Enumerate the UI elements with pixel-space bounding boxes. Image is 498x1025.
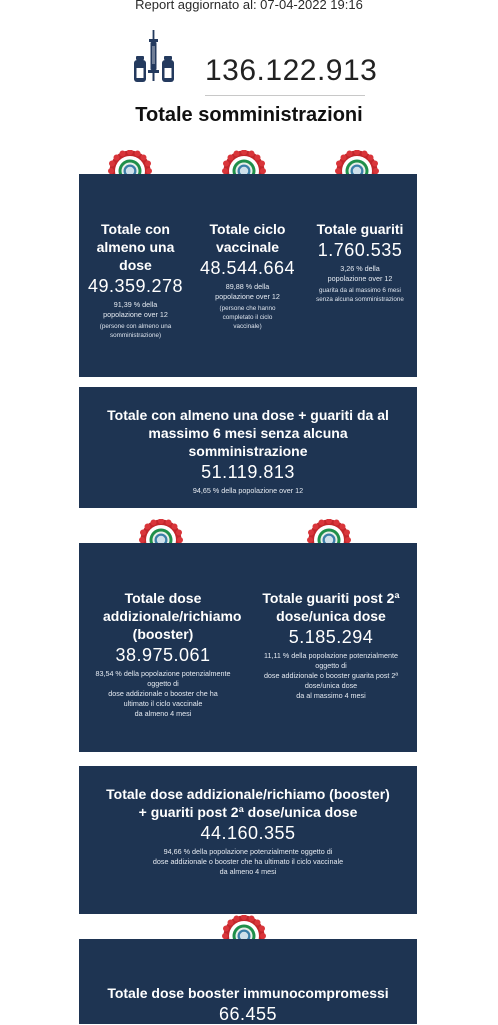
booster-plus-recovered-stat [101,785,395,877]
stats-card-dose-plus-recovered [79,387,417,508]
report-date: Report aggiornato al: 07-04-2022 19:16 [135,0,363,12]
booster-stat [85,589,241,719]
stats-card-immunocompromised [79,939,417,1024]
recovered-note: guarita da al massimo 6 mesi senza alcuna somministrazione [316,287,404,303]
stats-card-booster [79,543,417,752]
stats-card-booster-plus-recovered [79,766,417,914]
recovered-post-stat [251,589,411,701]
total-administrations-value: 136.122.913 [205,54,378,87]
total-administrations-label: Totale somministrazioni [135,104,363,126]
immuno-value: 66.455 [218,1004,278,1024]
recovered-post-desc-line: 11,11 % della popolazione potenzialmente [264,651,398,660]
divider [205,95,365,96]
dose-plus-recovered-desc: 94,65 % della popolazione over 12 [192,486,304,495]
recovered-stat [307,220,413,304]
recovered-title: Totale guariti [316,221,404,237]
recovered-post-desc-line: da al massimo 4 mesi [296,691,366,700]
booster-desc-line: dose addizionale o booster che ha [108,689,218,698]
recovered-value: 1.760.535 [317,240,403,260]
syringe-vials-icon [132,30,176,84]
dose-plus-recovered-value: 51.119.813 [201,462,295,482]
booster-title: Totale dose addizionale/richiamo (booster) [103,590,242,642]
recovered-post-desc-line: dose/unica dose [304,681,358,690]
full-cycle-value: 48.544.664 [199,258,296,278]
recovered-post-value: 5.185.294 [288,627,374,647]
booster-value: 38.975.061 [115,645,211,665]
immuno-title: Totale dose booster immunocompromessi [107,985,389,1001]
first-dose-desc: 91,39 % della popolazione over 12 [103,300,168,319]
booster-desc-line: da almeno 4 mesi [134,709,192,718]
booster-plus-recovered-title: Totale dose addizionale/richiamo (booster) + guariti post 2ª dose/unica dose [106,786,390,820]
booster-plus-recovered-desc-line: dose addizionale o booster che ha ultimato il ciclo vaccinale [152,857,344,866]
full-cycle-stat [195,220,300,331]
booster-desc-line: 83,54 % della popolazione potenzialmente [95,669,231,678]
booster-plus-recovered-value: 44.160.355 [200,823,296,843]
booster-desc [85,669,241,719]
booster-desc-line: ultimato il ciclo vaccinale [123,699,203,708]
first-dose-stat [83,220,188,340]
full-cycle-note: (persone che hanno completato il ciclo vaccinale) [219,305,276,330]
first-dose-title: Totale con almeno una dose [96,221,175,273]
dose-plus-recovered-stat [99,406,397,496]
recovered-post-desc-line: oggetto di [315,661,347,670]
immuno-stat [89,984,407,1025]
recovered-post-desc [251,651,411,701]
full-cycle-desc: 89,88 % della popolazione over 12 [215,282,280,301]
first-dose-value: 49.359.278 [87,276,184,296]
booster-plus-recovered-desc [101,847,395,877]
booster-plus-recovered-desc-line: 94,66 % della popolazione potenzialmente oggetto di [163,847,333,856]
stats-card-doses [79,174,417,377]
recovered-post-title: Totale guariti post 2ª dose/unica dose [262,590,400,624]
full-cycle-title: Totale ciclo vaccinale [209,221,286,255]
dose-plus-recovered-title: Totale con almeno una dose + guariti da al massimo 6 mesi senza alcuna somministrazione [107,407,389,459]
recovered-desc: 3,26 % della popolazione over 12 [327,264,393,283]
booster-desc-line: oggetto di [147,679,179,688]
first-dose-note: (persone con almeno una somministrazione) [99,323,172,339]
recovered-post-desc-line: dose addizionale o booster guarita post 2ª [263,671,399,680]
booster-plus-recovered-desc-line: da almeno 4 mesi [219,867,277,876]
